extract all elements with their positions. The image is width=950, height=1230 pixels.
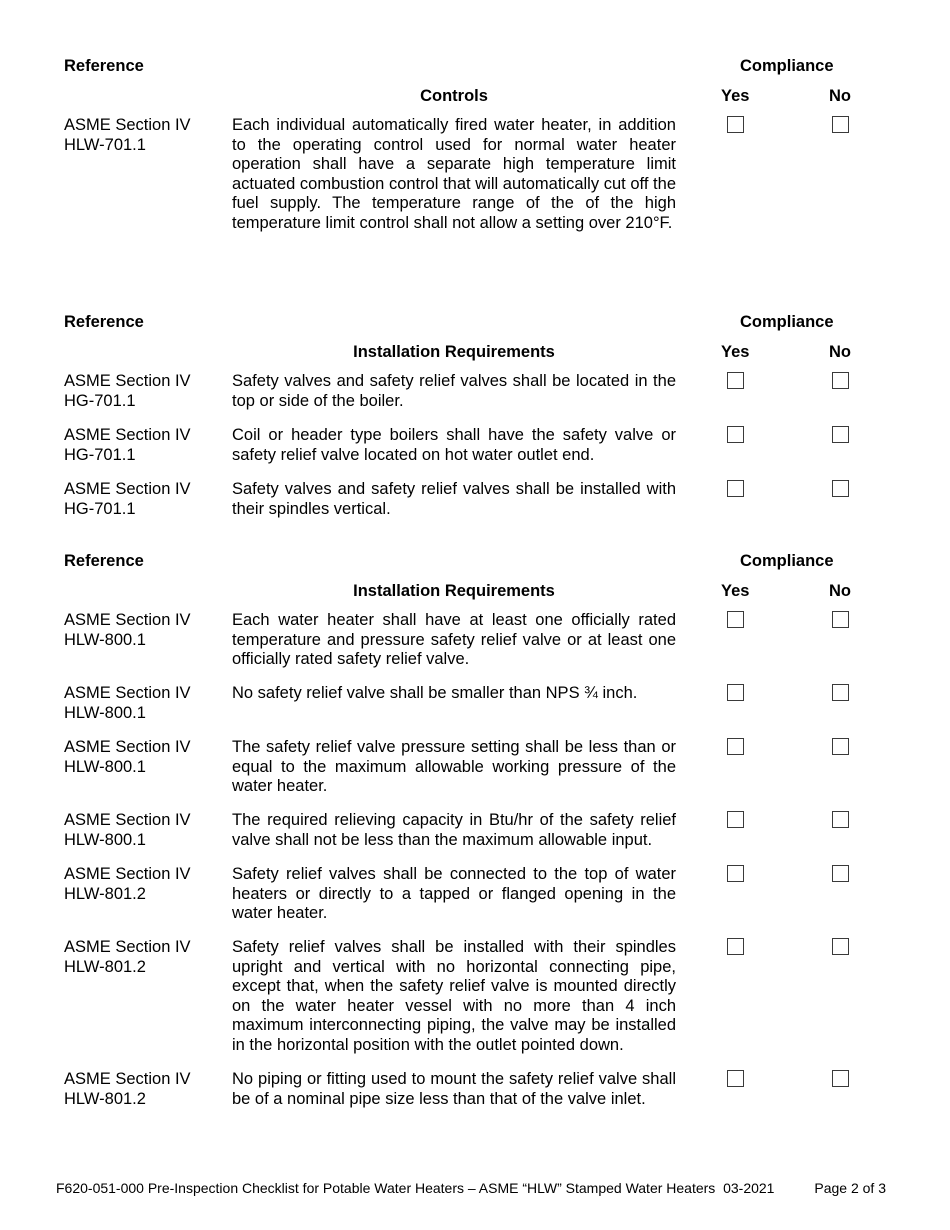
yes-header: Yes [721, 87, 750, 105]
yes-checkbox[interactable] [727, 865, 744, 882]
no-checkbox[interactable] [832, 426, 849, 443]
requirement-text: No safety relief valve shall be smaller than NPS ¾ inch. [232, 684, 638, 702]
reference-cell: ASME Section IV HG-701.1 [64, 426, 191, 464]
reference-cell: ASME Section IV HLW-801.2 [64, 938, 191, 976]
yes-header: Yes [721, 582, 750, 600]
reference-cell: ASME Section IV HG-701.1 [64, 372, 191, 410]
form-title: F620-051-000 Pre-Inspection Checklist for Potable Water Heaters – ASME “HLW” Stamped Water Heaters 03-2021 [56, 1180, 775, 1196]
requirement-text: Safety valves and safety relief valves shall be located in the top or side of the boiler. [232, 372, 676, 410]
no-checkbox[interactable] [832, 116, 849, 133]
no-checkbox[interactable] [832, 865, 849, 882]
section-title: Controls [420, 87, 488, 105]
reference-cell: ASME Section IV HLW-801.2 [64, 865, 191, 903]
page-footer [56, 1180, 886, 1196]
requirement-text: Each individual automatically fired water heater, in addition to the operating control used for normal water heater operation shall have a separate high temperature limit actuated combustion control that will automatically cut off the fuel supply. The temperature range of the of the high temperature limit control shall not allow a setting over 210°F. [232, 116, 676, 232]
no-checkbox[interactable] [832, 811, 849, 828]
reference-header: Reference [64, 57, 144, 75]
reference-cell: ASME Section IV HG-701.1 [64, 480, 191, 518]
yes-checkbox[interactable] [727, 480, 744, 497]
requirement-text: Safety relief valves shall be connected to the top of water heaters or directly to a tapped or flanged opening in the water heater. [232, 865, 676, 922]
yes-checkbox[interactable] [727, 684, 744, 701]
reference-cell: ASME Section IV HLW-801.2 [64, 1070, 191, 1108]
no-checkbox[interactable] [832, 684, 849, 701]
requirement-text: Each water heater shall have at least one officially rated temperature and pressure safety relief valve or at least one officially rated safety relief valve. [232, 611, 676, 668]
no-checkbox[interactable] [832, 1070, 849, 1087]
yes-checkbox[interactable] [727, 372, 744, 389]
page-number: Page 2 of 3 [814, 1180, 886, 1196]
yes-checkbox[interactable] [727, 116, 744, 133]
reference-header: Reference [64, 313, 144, 331]
section-title: Installation Requirements [353, 343, 555, 361]
no-checkbox[interactable] [832, 738, 849, 755]
compliance-header: Compliance [740, 313, 834, 331]
yes-header: Yes [721, 343, 750, 361]
no-header: No [829, 343, 851, 361]
section-title: Installation Requirements [353, 582, 555, 600]
yes-checkbox[interactable] [727, 738, 744, 755]
compliance-header: Compliance [740, 552, 834, 570]
reference-cell: ASME Section IV HLW-800.1 [64, 611, 191, 649]
yes-checkbox[interactable] [727, 611, 744, 628]
requirement-text: No piping or fitting used to mount the safety relief valve shall be of a nominal pipe size less than that of the valve inlet. [232, 1070, 676, 1108]
no-checkbox[interactable] [832, 372, 849, 389]
reference-cell: ASME Section IV HLW-800.1 [64, 738, 191, 776]
requirement-text: The safety relief valve pressure setting shall be less than or equal to the maximum allowable working pressure of the water heater. [232, 738, 676, 795]
requirement-text: Safety valves and safety relief valves shall be installed with their spindles vertical. [232, 480, 676, 518]
no-checkbox[interactable] [832, 611, 849, 628]
requirement-text: Safety relief valves shall be installed with their spindles upright and vertical with no horizontal connecting pipe, except that, when the safety relief valve is mounted directly on the water heater vessel with no more than 4 inch maximum interconnecting piping, the valve may be installed in the horizontal position with the outlet pointed down. [232, 938, 676, 1054]
reference-cell: ASME Section IV HLW-701.1 [64, 116, 191, 154]
no-header: No [829, 582, 851, 600]
reference-header: Reference [64, 552, 144, 570]
yes-checkbox[interactable] [727, 811, 744, 828]
reference-cell: ASME Section IV HLW-800.1 [64, 811, 191, 849]
reference-cell: ASME Section IV HLW-800.1 [64, 684, 191, 722]
no-checkbox[interactable] [832, 480, 849, 497]
requirement-text: Coil or header type boilers shall have the safety valve or safety relief valve located on hot water outlet end. [232, 426, 676, 464]
requirement-text: The required relieving capacity in Btu/hr of the safety relief valve shall not be less than the maximum allowable input. [232, 811, 676, 849]
yes-checkbox[interactable] [727, 938, 744, 955]
no-header: No [829, 87, 851, 105]
compliance-header: Compliance [740, 57, 834, 75]
yes-checkbox[interactable] [727, 1070, 744, 1087]
yes-checkbox[interactable] [727, 426, 744, 443]
no-checkbox[interactable] [832, 938, 849, 955]
